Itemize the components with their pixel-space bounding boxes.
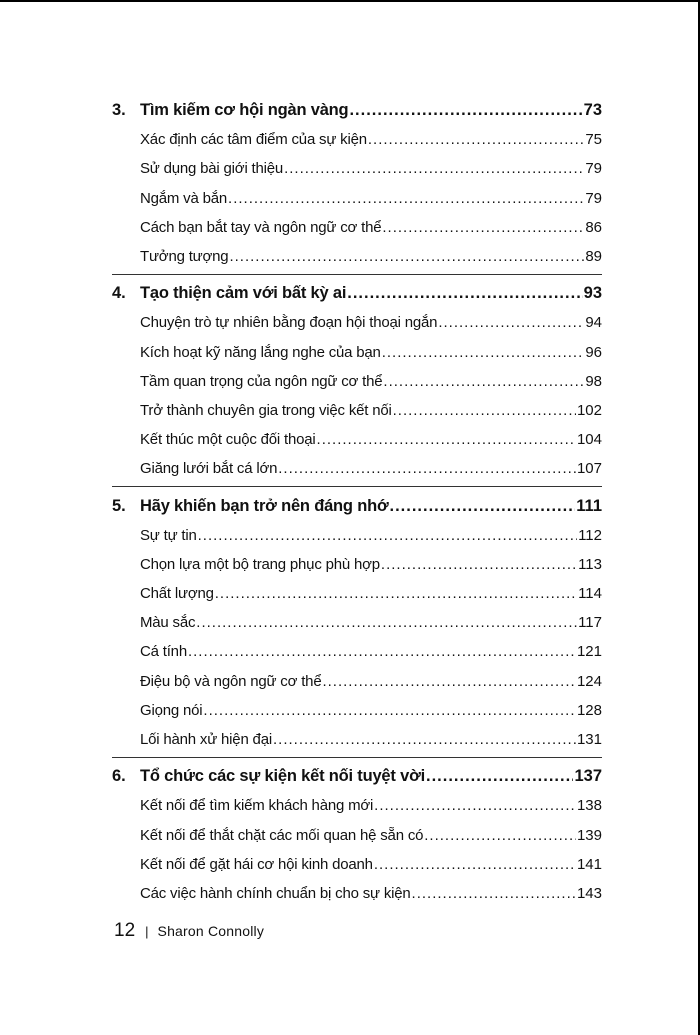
toc-entry [0,242,700,271]
dot-leader [228,190,584,207]
entry-line [140,585,602,602]
entry-title: Kích hoạt kỹ năng lắng nghe của bạn [140,343,381,361]
dot-leader [382,344,585,361]
chapter-heading [0,491,700,520]
chapter-title: Tìm kiếm cơ hội ngàn vàng [140,101,349,120]
entry-title: Chất lượng [140,585,214,603]
toc-entry [0,184,700,213]
toc-entry [0,821,700,850]
entry-line [140,131,602,148]
chapter-heading [0,279,700,308]
dot-leader [383,373,584,390]
chapter-line [140,284,602,303]
entry-page: 98 [585,372,602,390]
entry-line [140,556,602,573]
chapter-title: Hãy khiến bạn trở nên đáng nhớ [140,496,389,515]
toc-entry [0,637,700,666]
entry-line [140,344,602,361]
toc-entry [0,696,700,725]
entry-title: Kết thúc một cuộc đối thoại [140,431,316,449]
dot-leader [196,614,577,631]
entry-title: Tưởng tượng [140,248,229,266]
toc-chapter [0,279,700,483]
chapter-number: 5. [112,496,126,515]
dot-leader [273,731,576,748]
chapter-heading [0,762,700,791]
dot-leader [188,643,576,660]
page-frame-top [0,0,700,2]
entry-line [140,431,602,448]
entry-title: Giăng lưới bắt cá lớn [140,460,278,478]
entry-page: 79 [585,160,602,178]
entry-page: 141 [576,855,602,873]
chapter-line [140,767,602,786]
dot-leader [347,284,582,303]
dot-leader [203,702,576,719]
toc-entry [0,725,700,754]
toc-entry [0,454,700,483]
entry-title: Màu sắc [140,614,196,632]
dot-leader [390,497,576,516]
dot-leader [322,673,576,690]
dot-leader [381,556,577,573]
dot-leader [278,460,576,477]
chapter-title: Tổ chức các sự kiện kết nối tuyệt vời [140,767,425,786]
entry-page: 94 [585,314,602,332]
entry-title: Chọn lựa một bộ trang phục phù hợp [140,555,380,573]
chapter-page: 93 [583,284,602,303]
dot-leader [412,885,576,902]
footer-separator: | [145,924,149,939]
dot-leader [374,797,576,814]
toc-chapter [0,762,700,908]
entry-title: Chuyện trò tự nhiên bằng đoạn hội thoại ngắn [140,314,438,332]
dot-leader [424,827,576,844]
entry-line [140,797,602,814]
chapter-page: 111 [576,496,602,515]
dot-leader [229,248,584,265]
entry-page: 96 [585,343,602,361]
toc-entry [0,550,700,579]
dot-leader [215,585,577,602]
entry-page: 138 [576,797,602,815]
toc-chapter [0,96,700,271]
toc-chapter [0,491,700,754]
chapter-heading [0,96,700,125]
entry-title: Giọng nói [140,701,203,719]
chapter-line [140,101,602,120]
table-of-contents [0,96,700,908]
chapter-divider [112,274,602,275]
entry-page: 128 [576,701,602,719]
toc-entry [0,608,700,637]
entry-line [140,731,602,748]
toc-entry [0,308,700,337]
toc-entry [0,667,700,696]
toc-entry [0,879,700,908]
dot-leader [284,160,584,177]
toc-entry [0,213,700,242]
chapter-number: 4. [112,284,126,303]
chapter-divider [112,486,602,487]
toc-entry [0,367,700,396]
entry-line [140,219,602,236]
chapter-title: Tạo thiện cảm với bất kỳ ai [140,284,347,303]
entry-page: 121 [576,643,602,661]
entry-title: Kết nối để gặt hái cơ hội kinh doanh [140,855,373,873]
toc-entry [0,396,700,425]
entry-page: 131 [576,731,602,749]
entry-line [140,702,602,719]
author-name: Sharon Connolly [157,923,265,939]
entry-title: Kết nối để thắt chặt các mối quan hệ sẵn có [140,826,424,844]
entry-title: Lối hành xử hiện đại [140,731,272,749]
entry-title: Kết nối để tìm kiếm khách hàng mới [140,797,374,815]
chapter-page: 137 [574,767,602,786]
entry-title: Tầm quan trọng của ngôn ngữ cơ thể [140,372,383,390]
page-number: 12 [114,920,136,941]
toc-entry [0,521,700,550]
dot-leader [374,856,576,873]
toc-entry [0,579,700,608]
dot-leader [368,131,584,148]
entry-title: Các việc hành chính chuẩn bị cho sự kiện [140,884,411,902]
entry-line [140,527,602,544]
chapter-divider [112,757,602,758]
entry-title: Điệu bộ và ngôn ngữ cơ thể [140,672,322,690]
entry-page: 79 [585,189,602,207]
entry-line [140,614,602,631]
entry-page: 104 [576,431,602,449]
entry-page: 75 [585,131,602,149]
entry-line [140,248,602,265]
dot-leader [426,767,573,786]
entry-title: Xác định các tâm điểm của sự kiện [140,131,367,149]
entry-page: 112 [578,526,602,544]
toc-entry [0,791,700,820]
entry-page: 143 [576,884,602,902]
toc-entry [0,125,700,154]
entry-line [140,856,602,873]
entry-line [140,190,602,207]
page-footer [114,920,264,942]
entry-title: Cách bạn bắt tay và ngôn ngữ cơ thể [140,218,382,236]
entry-title: Sử dụng bài giới thiệu [140,160,284,178]
toc-entry [0,154,700,183]
entry-page: 89 [585,248,602,266]
entry-line [140,460,602,477]
entry-line [140,402,602,419]
entry-line [140,314,602,331]
chapter-number: 3. [112,101,126,120]
entry-page: 139 [576,826,602,844]
entry-line [140,885,602,902]
toc-entry [0,338,700,367]
entry-page: 107 [576,460,602,478]
dot-leader [349,101,582,120]
dot-leader [317,431,576,448]
entry-line [140,643,602,660]
toc-entry [0,850,700,879]
entry-page: 124 [576,672,602,690]
entry-page: 117 [578,614,602,632]
entry-line [140,827,602,844]
entry-title: Cá tính [140,643,187,661]
toc-entry [0,425,700,454]
chapter-number: 6. [112,767,126,786]
entry-line [140,373,602,390]
entry-line [140,160,602,177]
entry-title: Sự tự tin [140,526,197,544]
entry-title: Trở thành chuyên gia trong việc kết nối [140,401,392,419]
dot-leader [438,314,584,331]
chapter-page: 73 [583,101,602,120]
dot-leader [382,219,584,236]
entry-title: Ngắm và bắn [140,189,228,207]
entry-page: 113 [578,555,602,573]
entry-page: 86 [585,218,602,236]
entry-page: 114 [578,585,602,603]
entry-page: 102 [576,401,602,419]
entry-line [140,673,602,690]
chapter-line [140,497,602,516]
dot-leader [198,527,577,544]
dot-leader [393,402,576,419]
